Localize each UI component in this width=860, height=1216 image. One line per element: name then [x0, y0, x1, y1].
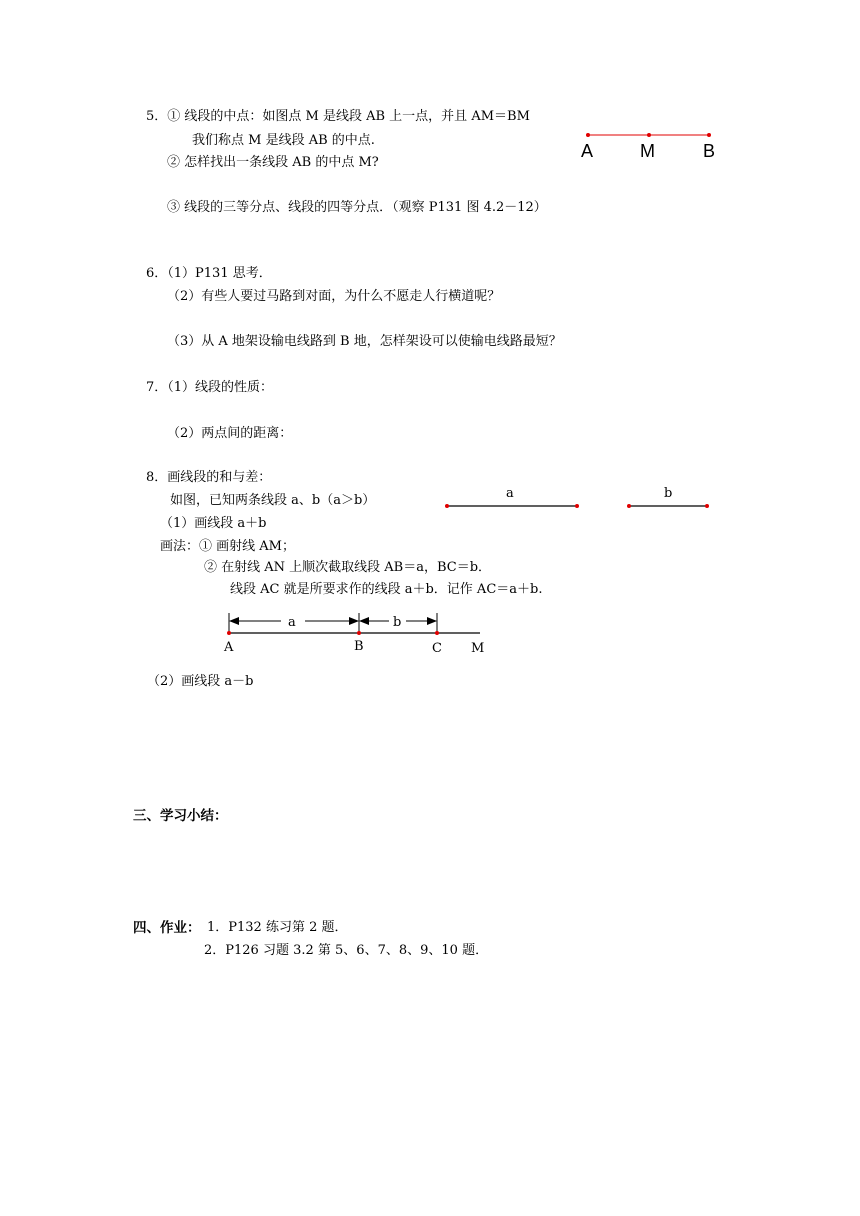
ray-label-point-a: A — [224, 640, 234, 655]
homework-item1: 1．P132 练习第 2 题． — [207, 920, 348, 935]
ray-point-b — [357, 631, 361, 635]
label-m: M — [640, 141, 655, 161]
item6-line1: 6．（1）P131 思考． — [146, 266, 272, 281]
ray-label-point-c: C — [432, 641, 442, 656]
segment-b-label: b — [664, 486, 673, 501]
segment-a-label: a — [506, 486, 514, 501]
homework-heading: 四、作业： — [133, 920, 201, 936]
homework-item2: 2．P126 习题 3.2 第 5、6、7、8、9、10 题． — [204, 943, 489, 958]
given-segments-figure — [440, 480, 720, 515]
label-a: A — [581, 141, 594, 161]
item8-line6: 线段 AC 就是所要求作的线段 a＋b．记作 AC＝a＋b. — [230, 582, 543, 597]
item8-line2: 如图，已知两条线段 a、b（a＞b） — [170, 493, 376, 508]
item5-line2: 我们称点 M 是线段 AB 的中点. — [192, 133, 375, 148]
item8-line1: 8．画线段的和与差： — [146, 470, 272, 485]
label-b: B — [703, 141, 716, 161]
item6-line3: （3）从 A 地架设输电线路到 B 地，怎样架设可以使输电线路最短？ — [167, 334, 562, 349]
ray-label-point-m: M — [471, 641, 485, 656]
segment-a-end-right — [575, 504, 579, 508]
item7-line1: 7．（1）线段的性质： — [146, 380, 274, 395]
ray-point-a — [227, 631, 231, 635]
item8-line5: ② 在射线 AN 上顺次截取线段 AB＝a，BC＝b． — [204, 560, 492, 575]
ray-construction-figure — [215, 608, 495, 658]
item8-line7: （2）画线段 a－b — [147, 674, 254, 689]
item6-line2: （2）有些人要过马路到对面，为什么不愿走人行横道呢？ — [167, 289, 501, 304]
point-b — [707, 133, 711, 137]
item8-line3: （1）画线段 a＋b — [160, 516, 267, 531]
item5-line3: ② 怎样找出一条线段 AB 的中点 M? — [167, 155, 379, 170]
segment-b-end-right — [705, 504, 709, 508]
ray-label-point-b: B — [354, 639, 364, 654]
point-a — [586, 133, 590, 137]
summary-heading: 三、学习小结： — [133, 808, 228, 824]
item5-line1: 5．① 线段的中点：如图点 M 是线段 AB 上一点，并且 AM＝BM — [146, 109, 530, 124]
midpoint-figure — [575, 125, 725, 165]
segment-a-end-left — [445, 504, 449, 508]
ray-label-a: a — [288, 615, 296, 630]
item5-line4: ③ 线段的三等分点、线段的四等分点．（观察 P131 图 4.2－12） — [167, 200, 547, 215]
item8-line4: 画法：① 画射线 AM； — [160, 539, 295, 554]
point-m — [647, 133, 651, 137]
ray-point-c — [435, 631, 439, 635]
item7-line2: （2）两点间的距离： — [167, 426, 293, 441]
ray-label-b: b — [393, 615, 402, 630]
segment-b-end-left — [627, 504, 631, 508]
